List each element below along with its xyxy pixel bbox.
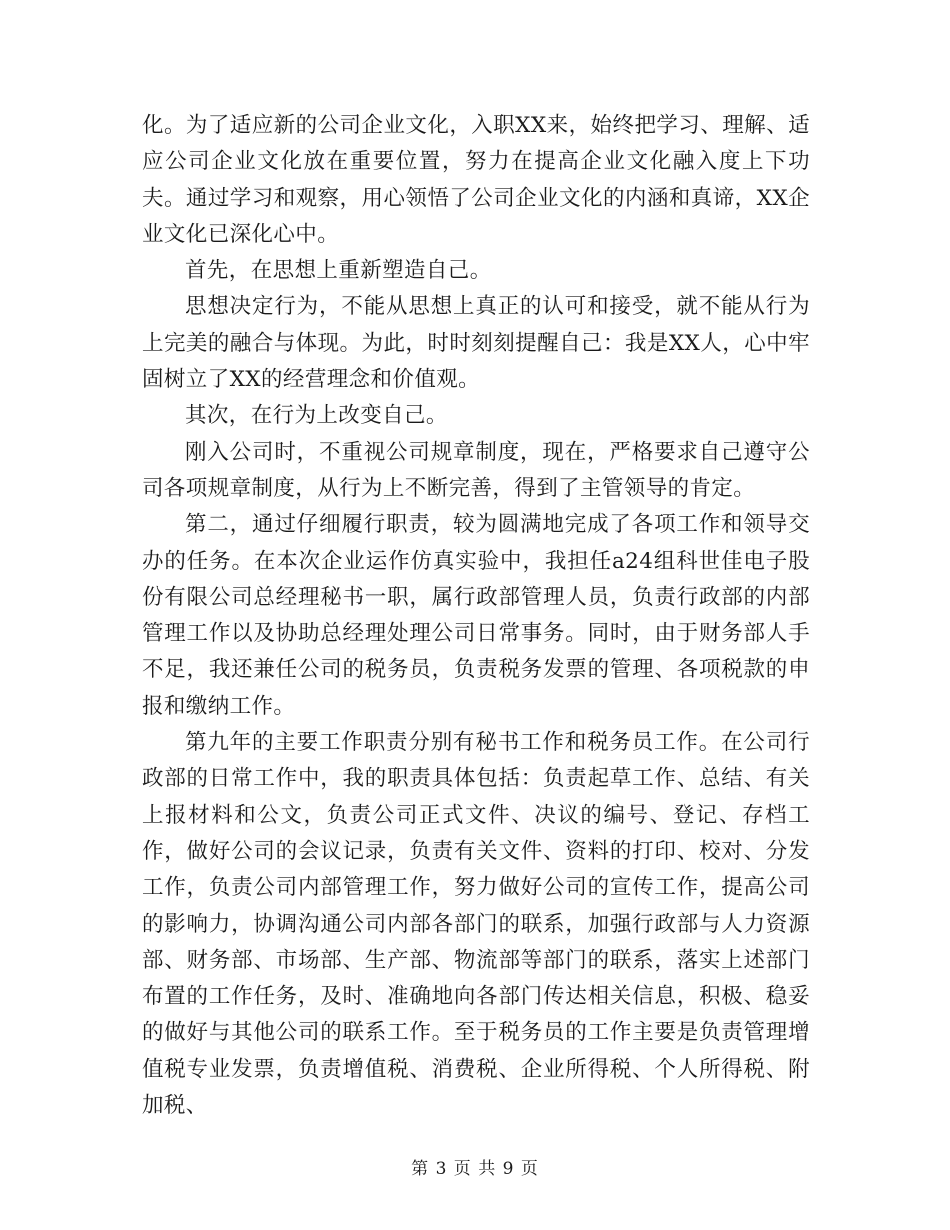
paragraph-first-heading: 首先，在思想上重新塑造自己。 [185,258,492,284]
paragraph-thought-behavior: 思想决定行为，不能从思想上真正的认可和接受，就不能从行为上完美的融合与体现。为此，时时刻刻提醒自己：我是XX人，心中牢固树立了XX的经营理念和价值观。 [142,294,810,393]
paragraph-duties: 第二，通过仔细履行职责，较为圆满地完成了各项工作和领导交办的任务。在本次企业运作仿真实验中，我担任a24组科世佳电子股份有限公司总经理秘书一职，属行政部管理人员，负责行政部的内部管理工作以及协助总经理处理公司日常事务。同时，由于财务部人手不足，我还兼任公司的税务员，负责税务发票的管理、各项税款的申报和缴纳工作。 [142,512,810,719]
paragraph-second-heading: 其次，在行为上改变自己。 [185,403,448,429]
paragraph-rules: 刚入公司时，不重视公司规章制度，现在，严格要求自己遵守公司各项规章制度，从行为上不断完善，得到了主管领导的肯定。 [142,439,810,501]
page-number-footer: 第 3 页 共 9 页 [411,1159,539,1179]
paragraph-ninth-year: 第九年的主要工作职责分别有秘书工作和税务员工作。在公司行政部的日常工作中，我的职责具体包括：负责起草工作、总结、有关上报材料和公文，负责公司正式文件、决议的编号、登记、存档工作，做好公司的会议记录，负责有关文件、资料的打印、校对、分发工作，负责公司内部管理工作，努力做好公司的宣传工作，提高公司的影响力，协调沟通公司内部各部门的联系，加强行政部与人力资源部、财务部、市场部、生产部、物流部等部门的联系，落实上述部门布置的工作任务，及时、准确地向各部门传达相关信息，积极、稳妥的做好与其他公司的联系工作。至于税务员的工作主要是负责管理增值税专业发票，负责增值税、消费税、企业所得税、个人所得税、附加税、 [142,730,810,1119]
paragraph-continuation: 化。为了适应新的公司企业文化，入职XX来，始终把学习、理解、适应公司企业文化放在重要位置，努力在提高企业文化融入度上下功夫。通过学习和观察，用心领悟了公司企业文化的内涵和真谛，XX企业文化已深化心中。 [142,113,810,247]
document-body [142,108,810,1124]
